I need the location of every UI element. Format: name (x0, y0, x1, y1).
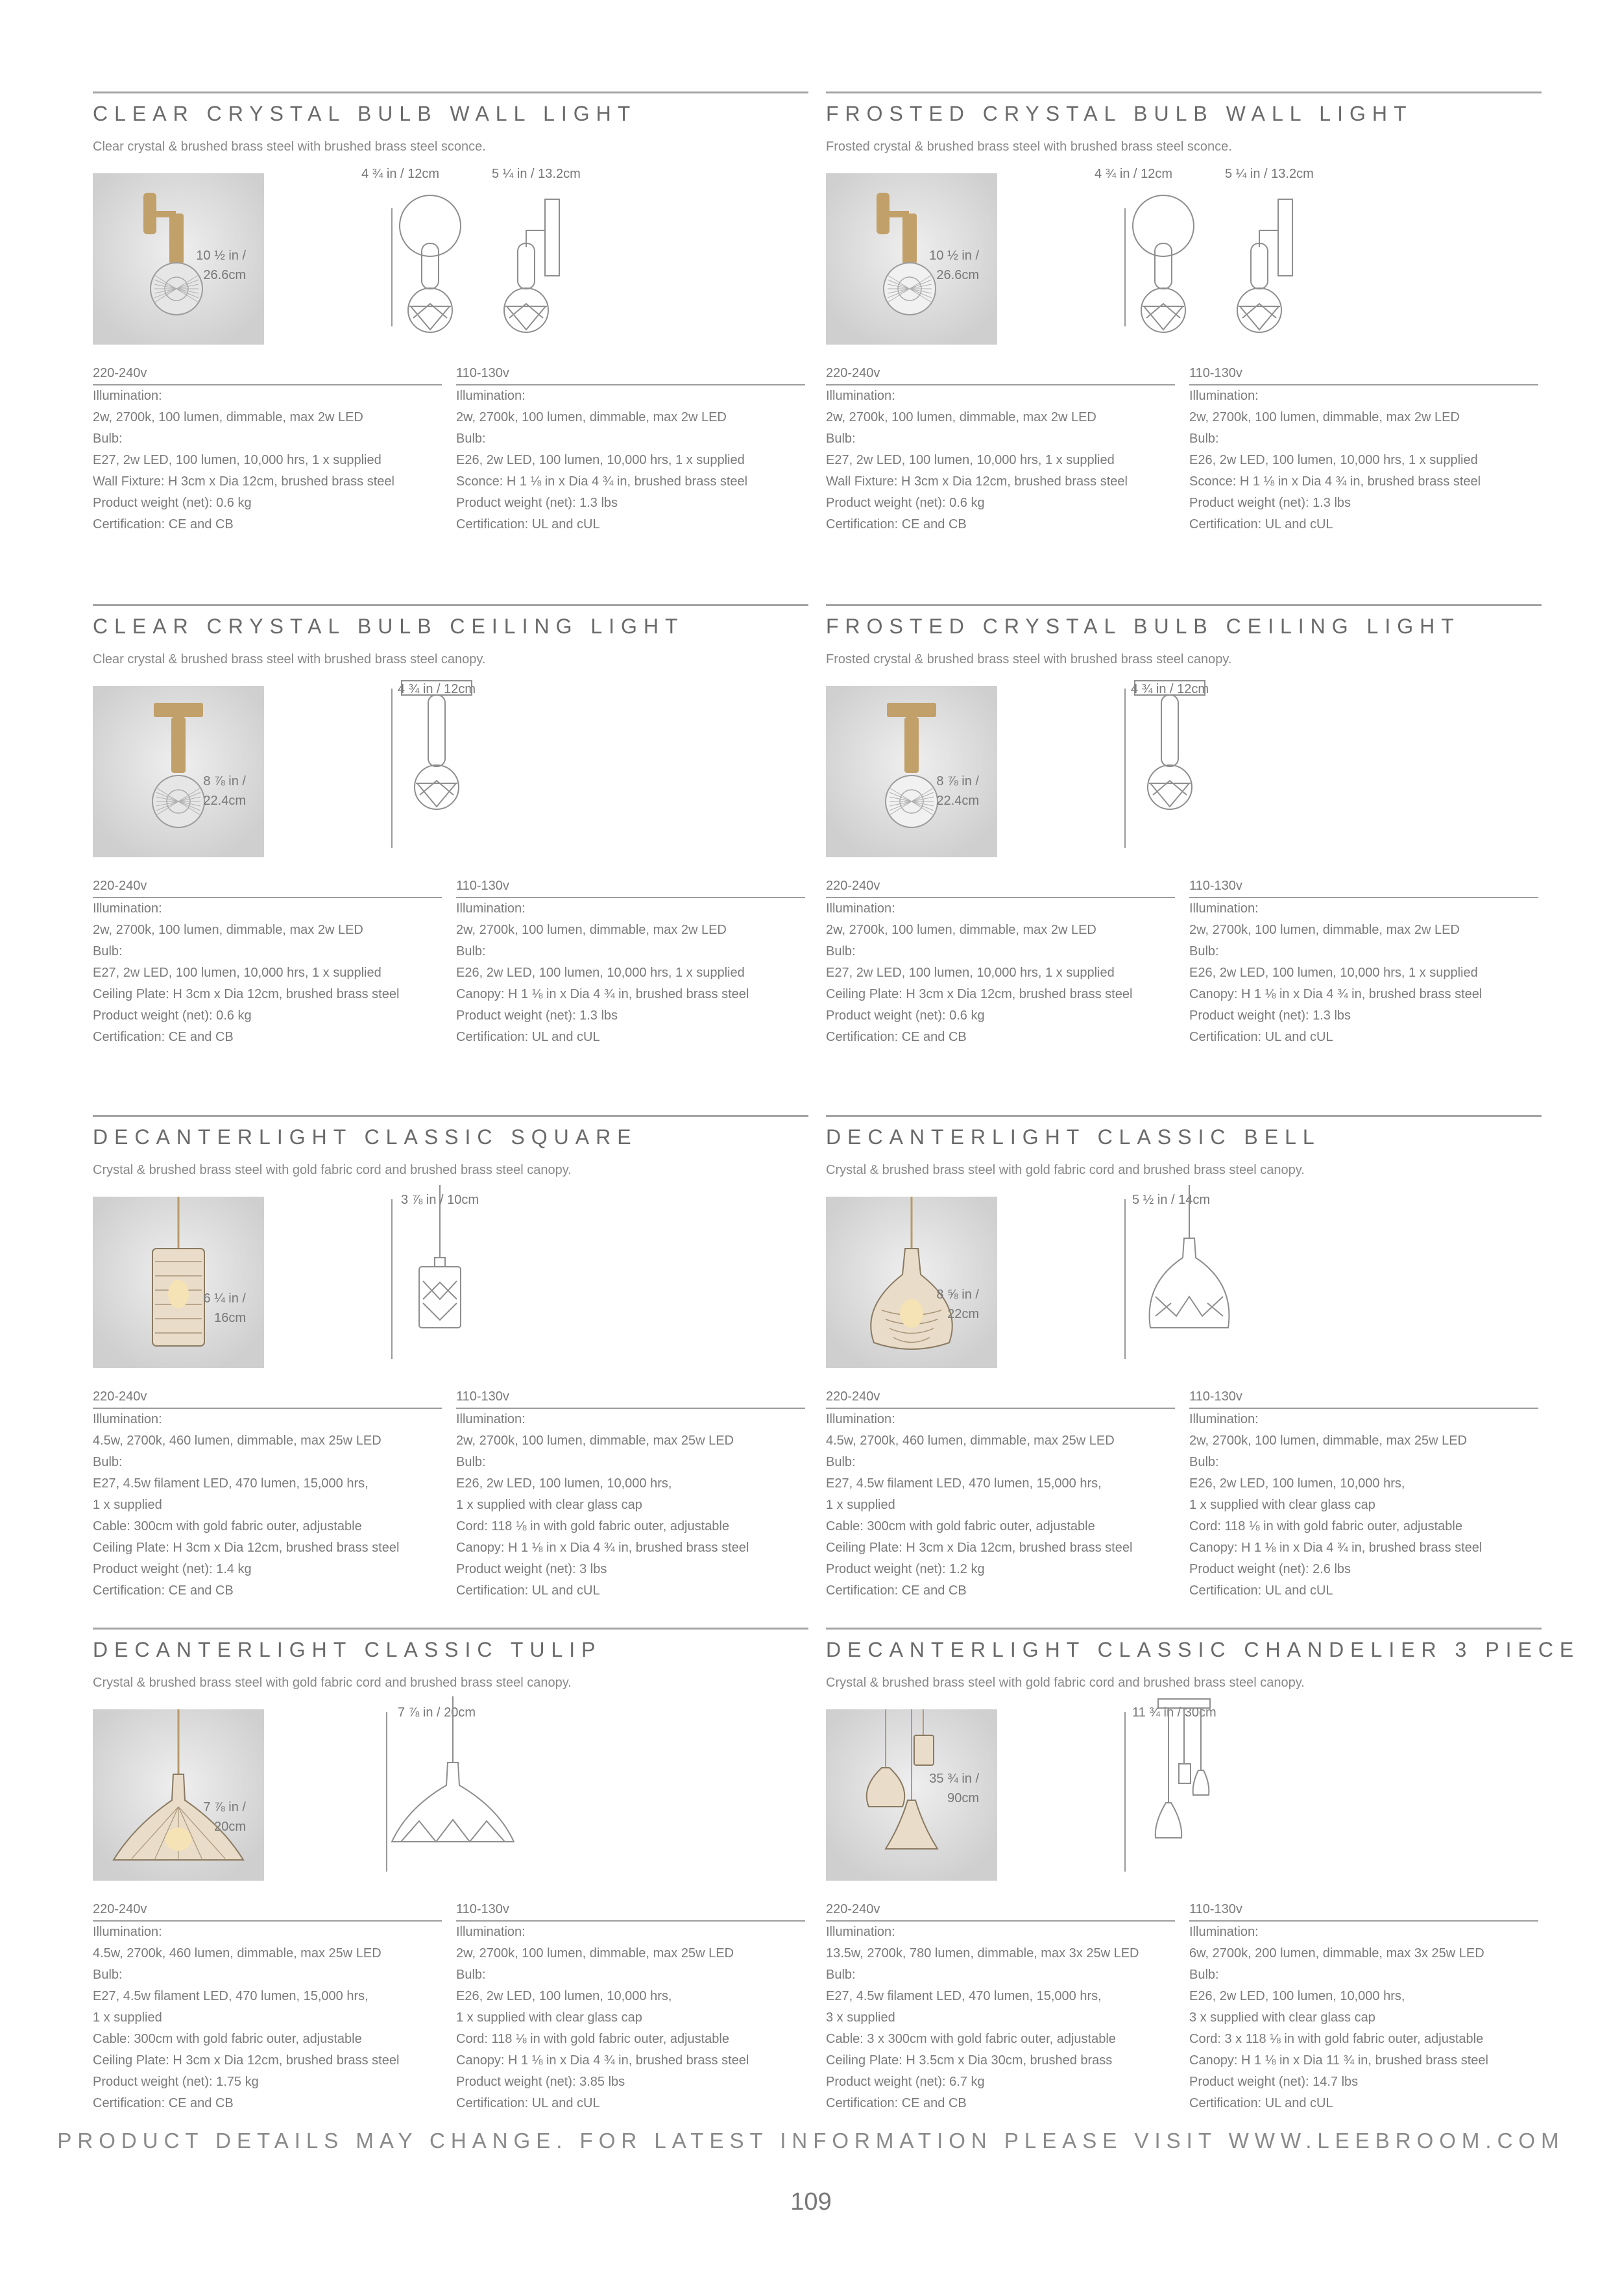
spec-line: Product weight (net): 1.75 kg (93, 2075, 259, 2089)
spec-line: Cord: 118 ⅛ in with gold fabric outer, adjustable (1189, 1519, 1462, 1533)
spec-line: Bulb: (456, 1455, 486, 1469)
height-imperial: 35 ¾ in / (929, 1772, 979, 1786)
voltage-heading: 110-130v (456, 875, 805, 898)
dimension-depth: 5 ¼ in / 13.2cm (1225, 167, 1314, 181)
spec-block-110-130v (456, 363, 805, 535)
technical-drawing (1143, 1673, 1227, 1851)
spec-line: Certification: CE and CB (826, 1030, 967, 1044)
spec-line: Canopy: H 1 ⅛ in x Dia 4 ¾ in, brushed brass steel (1189, 987, 1483, 1001)
voltage-heading: 220-240v (93, 875, 442, 898)
voltage-heading: 110-130v (1189, 1899, 1538, 1922)
spec-line: E26, 2w LED, 100 lumen, 10,000 hrs, (1189, 1989, 1405, 2003)
spec-line: Product weight (net): 6.7 kg (826, 2075, 985, 2089)
spec-block-220-240v (826, 875, 1175, 1048)
spec-line: Bulb: (1189, 1968, 1219, 1982)
product-description: Frosted crystal & brushed brass steel with brushed brass steel sconce. (826, 140, 1232, 154)
voltage-heading: 110-130v (1189, 875, 1538, 898)
spec-line: Sconce: H 1 ⅛ in x Dia 4 ¾ in, brushed brass steel (456, 474, 748, 489)
spec-line: 3 x supplied with clear glass cap (1189, 2010, 1375, 2025)
spec-line: Illumination: (826, 1925, 895, 1939)
product-photo (93, 1197, 264, 1368)
spec-line: 1 x supplied (826, 1498, 895, 1512)
section-rule (93, 1115, 808, 1117)
spec-line: Product weight (net): 0.6 kg (93, 496, 252, 510)
voltage-heading: 110-130v (456, 1386, 805, 1409)
spec-line: E26, 2w LED, 100 lumen, 10,000 hrs, 1 x supplied (1189, 453, 1478, 467)
spec-line: Product weight (net): 0.6 kg (93, 1008, 252, 1023)
spec-line: E26, 2w LED, 100 lumen, 10,000 hrs, 1 x supplied (1189, 966, 1478, 980)
spec-line: 13.5w, 2700k, 780 lumen, dimmable, max 3x 25w LED (826, 1946, 1139, 1960)
spec-line: E27, 4.5w filament LED, 470 lumen, 15,000 hrs, (93, 1989, 369, 2003)
dimension-width: 5 ½ in / 14cm (1132, 1193, 1211, 1207)
product-title: FROSTED CRYSTAL BULB WALL LIGHT (826, 102, 1413, 125)
spec-line: Bulb: (456, 432, 486, 446)
spec-line: Bulb: (93, 1968, 123, 1982)
spec-line: Sconce: H 1 ⅛ in x Dia 4 ¾ in, brushed brass steel (1189, 474, 1481, 489)
product-section (93, 1115, 808, 1608)
spec-line: Canopy: H 1 ⅛ in x Dia 4 ¾ in, brushed brass steel (456, 2053, 749, 2068)
product-description: Crystal & brushed brass steel with gold fabric cord and brushed brass steel canopy. (93, 1163, 572, 1177)
height-metric: 20cm (214, 1820, 246, 1834)
voltage-heading: 220-240v (826, 1386, 1175, 1409)
spec-block-110-130v (1189, 363, 1538, 535)
spec-line: Bulb: (826, 1455, 856, 1469)
section-rule (826, 1115, 1542, 1117)
height-imperial: 8 ⅝ in / (936, 1288, 979, 1302)
spec-line: Certification: UL and cUL (1189, 517, 1333, 531)
spec-line: Canopy: H 1 ⅛ in x Dia 4 ¾ in, brushed brass steel (456, 987, 749, 1001)
height-guide-line (1124, 1712, 1126, 1872)
spec-line: Bulb: (826, 944, 856, 959)
height-metric: 22.4cm (936, 794, 979, 808)
voltage-heading: 110-130v (1189, 363, 1538, 385)
spec-line: Product weight (net): 0.6 kg (826, 496, 985, 510)
spec-line: Illumination: (1189, 1925, 1259, 1939)
spec-line: Ceiling Plate: H 3cm x Dia 12cm, brushed brass steel (826, 987, 1133, 1001)
spec-line: 1 x supplied with clear glass cap (456, 1498, 642, 1512)
height-imperial: 7 ⅞ in / (203, 1800, 246, 1814)
spec-line: 2w, 2700k, 100 lumen, dimmable, max 2w LED (93, 410, 363, 424)
spec-line: E27, 4.5w filament LED, 470 lumen, 15,000 hrs, (826, 1476, 1102, 1491)
spec-line: Bulb: (456, 1968, 486, 1982)
spec-block-110-130v (456, 1899, 805, 2114)
spec-line: 4.5w, 2700k, 460 lumen, dimmable, max 25w LED (93, 1434, 381, 1448)
spec-line: Product weight (net): 1.4 kg (93, 1562, 252, 1576)
dimension-width: 4 ¾ in / 12cm (1131, 682, 1209, 696)
product-section (826, 92, 1542, 585)
height-guide-line (386, 1712, 387, 1872)
product-title: DECANTERLIGHT CLASSIC SQUARE (93, 1125, 638, 1149)
spec-line: 4.5w, 2700k, 460 lumen, dimmable, max 25w LED (93, 1946, 381, 1960)
spec-line: Ceiling Plate: H 3.5cm x Dia 30cm, brushed brass (826, 2053, 1113, 2068)
spec-line: Ceiling Plate: H 3cm x Dia 12cm, brushed brass steel (93, 1541, 400, 1555)
technical-drawing (391, 650, 482, 828)
spec-block-220-240v (826, 1899, 1175, 2114)
spec-line: Certification: UL and cUL (456, 2096, 600, 2110)
spec-line: E27, 4.5w filament LED, 470 lumen, 15,000 hrs, (93, 1476, 369, 1491)
spec-block-220-240v (93, 1899, 442, 2114)
spec-line: E27, 2w LED, 100 lumen, 10,000 hrs, 1 x supplied (826, 453, 1115, 467)
spec-block-220-240v (826, 363, 1175, 535)
dimension-width: 4 ¾ in / 12cm (361, 167, 440, 181)
spec-line: E27, 4.5w filament LED, 470 lumen, 15,000 hrs, (826, 1989, 1102, 2003)
product-title: DECANTERLIGHT CLASSIC BELL (826, 1125, 1321, 1149)
spec-line: Product weight (net): 3 lbs (456, 1562, 607, 1576)
spec-line: Certification: CE and CB (93, 517, 234, 531)
height-imperial: 8 ⅞ in / (203, 774, 246, 788)
dimension-width: 11 ¾ in / 30cm (1132, 1705, 1216, 1720)
dimension-width: 7 ⅞ in / 20cm (398, 1705, 476, 1720)
spec-line: Cable: 3 x 300cm with gold fabric outer, adjustable (826, 2032, 1116, 2046)
height-guide-line (391, 1199, 393, 1359)
spec-line: Certification: UL and cUL (456, 1583, 600, 1598)
product-section (93, 1628, 808, 2121)
spec-block-110-130v (1189, 1386, 1538, 1602)
voltage-heading: 220-240v (826, 363, 1175, 385)
height-imperial: 8 ⅞ in / (936, 774, 979, 788)
dimension-depth: 5 ¼ in / 13.2cm (492, 167, 581, 181)
dimension-height (203, 1798, 246, 1837)
page-number: 109 (790, 2188, 832, 2216)
voltage-heading: 220-240v (93, 1386, 442, 1409)
product-description: Frosted crystal & brushed brass steel with brushed brass steel canopy. (826, 652, 1232, 666)
technical-drawing (388, 1672, 518, 1850)
spec-line: 2w, 2700k, 100 lumen, dimmable, max 2w LED (826, 410, 1096, 424)
section-rule (826, 604, 1542, 606)
spec-line: 2w, 2700k, 100 lumen, dimmable, max 2w LED (456, 410, 727, 424)
spec-line: 2w, 2700k, 100 lumen, dimmable, max 2w LED (826, 923, 1096, 937)
spec-line: Product weight (net): 1.2 kg (826, 1562, 985, 1576)
height-imperial: 6 ¼ in / (203, 1291, 246, 1306)
spec-line: 1 x supplied with clear glass cap (1189, 1498, 1375, 1512)
spec-line: Bulb: (826, 1968, 856, 1982)
spec-line: 2w, 2700k, 100 lumen, dimmable, max 25w LED (456, 1434, 734, 1448)
spec-line: Ceiling Plate: H 3cm x Dia 12cm, brushed brass steel (93, 2053, 400, 2068)
spec-line: Illumination: (826, 1412, 895, 1426)
spec-line: E26, 2w LED, 100 lumen, 10,000 hrs, (456, 1476, 672, 1491)
spec-line: 2w, 2700k, 100 lumen, dimmable, max 2w LED (1189, 923, 1460, 937)
voltage-heading: 110-130v (456, 1899, 805, 1922)
dimension-height (196, 246, 246, 285)
height-guide-line (1124, 1199, 1126, 1359)
spec-line: E27, 2w LED, 100 lumen, 10,000 hrs, 1 x supplied (93, 453, 381, 467)
spec-line: Product weight (net): 1.3 lbs (1189, 496, 1351, 510)
spec-line: Bulb: (1189, 944, 1219, 959)
spec-line: Certification: CE and CB (826, 1583, 967, 1598)
dimension-height (929, 1769, 979, 1808)
spec-line: 1 x supplied (93, 1498, 162, 1512)
voltage-heading: 220-240v (93, 363, 442, 385)
product-section (93, 604, 808, 1097)
spec-line: E27, 2w LED, 100 lumen, 10,000 hrs, 1 x supplied (826, 966, 1115, 980)
spec-line: E26, 2w LED, 100 lumen, 10,000 hrs, (456, 1989, 672, 2003)
section-rule (93, 92, 808, 93)
spec-line: Bulb: (93, 432, 123, 446)
spec-line: Certification: UL and cUL (1189, 1030, 1333, 1044)
spec-line: Canopy: H 1 ⅛ in x Dia 4 ¾ in, brushed brass steel (456, 1541, 749, 1555)
technical-drawing (1124, 171, 1338, 349)
section-rule (826, 92, 1542, 93)
spec-line: Canopy: H 1 ⅛ in x Dia 11 ¾ in, brushed brass steel (1189, 2053, 1488, 2068)
spec-line: 2w, 2700k, 100 lumen, dimmable, max 2w LED (456, 923, 727, 937)
spec-line: Illumination: (93, 389, 162, 403)
spec-block-110-130v (1189, 1899, 1538, 2114)
spec-line: 1 x supplied (93, 2010, 162, 2025)
product-description: Crystal & brushed brass steel with gold fabric cord and brushed brass steel canopy. (826, 1163, 1305, 1177)
spec-block-110-130v (456, 875, 805, 1048)
technical-drawing (391, 171, 605, 349)
spec-line: Certification: UL and cUL (456, 517, 600, 531)
spec-line: Ceiling Plate: H 3cm x Dia 12cm, brushed brass steel (93, 987, 400, 1001)
spec-line: Illumination: (456, 901, 526, 916)
spec-line: E26, 2w LED, 100 lumen, 10,000 hrs, 1 x supplied (456, 453, 745, 467)
product-title: DECANTERLIGHT CLASSIC CHANDELIER 3 PIECE (826, 1638, 1580, 1661)
voltage-heading: 220-240v (826, 1899, 1175, 1922)
product-section (826, 1628, 1580, 2121)
spec-line: Certification: CE and CB (93, 1583, 234, 1598)
spec-block-220-240v (93, 363, 442, 535)
product-description: Clear crystal & brushed brass steel with brushed brass steel canopy. (93, 652, 486, 666)
spec-line: 2w, 2700k, 100 lumen, dimmable, max 2w LED (1189, 410, 1460, 424)
spec-line: Illumination: (1189, 1412, 1259, 1426)
spec-line: Illumination: (1189, 901, 1259, 916)
spec-line: Product weight (net): 1.3 lbs (1189, 1008, 1351, 1023)
voltage-heading: 220-240v (93, 1899, 442, 1922)
spec-line: Cord: 3 x 118 ⅛ in with gold fabric outer, adjustable (1189, 2032, 1484, 2046)
voltage-heading: 110-130v (1189, 1386, 1538, 1409)
spec-line: Illumination: (826, 389, 895, 403)
product-title: DECANTERLIGHT CLASSIC TULIP (93, 1638, 602, 1661)
spec-line: Product weight (net): 14.7 lbs (1189, 2075, 1359, 2089)
voltage-heading: 110-130v (456, 363, 805, 385)
spec-line: Cord: 118 ⅛ in with gold fabric outer, adjustable (456, 2032, 729, 2046)
section-rule (826, 1628, 1542, 1630)
spec-line: Illumination: (93, 901, 162, 916)
height-metric: 16cm (214, 1311, 246, 1325)
spec-line: 1 x supplied with clear glass cap (456, 2010, 642, 2025)
spec-line: Bulb: (1189, 432, 1219, 446)
spec-line: Certification: CE and CB (93, 2096, 234, 2110)
spec-line: Cable: 300cm with gold fabric outer, adjustable (93, 1519, 362, 1533)
product-section (826, 604, 1542, 1097)
dimension-width: 4 ¾ in / 12cm (1095, 167, 1173, 181)
dimension-height (936, 1285, 979, 1324)
spec-line: Cord: 118 ⅛ in with gold fabric outer, adjustable (456, 1519, 729, 1533)
spec-line: Product weight (net): 1.3 lbs (456, 1008, 618, 1023)
spec-block-220-240v (93, 875, 442, 1048)
spec-line: Certification: CE and CB (826, 517, 967, 531)
section-rule (93, 604, 808, 606)
product-description: Crystal & brushed brass steel with gold fabric cord and brushed brass steel canopy. (826, 1676, 1305, 1690)
technical-drawing (1124, 650, 1215, 828)
spec-line: Wall Fixture: H 3cm x Dia 12cm, brushed brass steel (93, 474, 394, 489)
product-photo (93, 1709, 264, 1881)
spec-line: Cable: 300cm with gold fabric outer, adjustable (826, 1519, 1095, 1533)
dimension-height (936, 772, 979, 811)
spec-line: Bulb: (93, 944, 123, 959)
spec-line: Illumination: (93, 1925, 162, 1939)
dimension-height (203, 772, 246, 811)
footer-notice: PRODUCT DETAILS MAY CHANGE. FOR LATEST INFORMATION PLEASE VISIT WWW.LEEBROOM.COM (57, 2129, 1565, 2153)
spec-line: Bulb: (93, 1455, 123, 1469)
spec-line: Illumination: (456, 389, 526, 403)
spec-line: 2w, 2700k, 100 lumen, dimmable, max 2w LED (93, 923, 363, 937)
spec-line: Product weight (net): 1.3 lbs (456, 496, 618, 510)
spec-line: Product weight (net): 0.6 kg (826, 1008, 985, 1023)
spec-line: E26, 2w LED, 100 lumen, 10,000 hrs, 1 x supplied (456, 966, 745, 980)
spec-line: Illumination: (826, 901, 895, 916)
product-title: CLEAR CRYSTAL BULB WALL LIGHT (93, 102, 637, 125)
spec-line: Illumination: (93, 1412, 162, 1426)
dimension-height (929, 246, 979, 285)
product-description: Crystal & brushed brass steel with gold fabric cord and brushed brass steel canopy. (93, 1676, 572, 1690)
spec-line: 6w, 2700k, 200 lumen, dimmable, max 3x 25w LED (1189, 1946, 1484, 1960)
spec-line: 2w, 2700k, 100 lumen, dimmable, max 25w LED (1189, 1434, 1467, 1448)
spec-block-220-240v (93, 1386, 442, 1602)
height-imperial: 10 ½ in / (196, 249, 246, 263)
technical-drawing (394, 1160, 485, 1339)
spec-line: E26, 2w LED, 100 lumen, 10,000 hrs, (1189, 1476, 1405, 1491)
spec-line: Bulb: (1189, 1455, 1219, 1469)
spec-line: E27, 2w LED, 100 lumen, 10,000 hrs, 1 x supplied (93, 966, 381, 980)
height-metric: 26.6cm (203, 268, 246, 282)
product-section (826, 1115, 1542, 1608)
spec-line: 2w, 2700k, 100 lumen, dimmable, max 25w LED (456, 1946, 734, 1960)
spec-block-110-130v (456, 1386, 805, 1602)
product-photo (826, 1197, 997, 1368)
section-rule (93, 1628, 808, 1630)
spec-line: Bulb: (456, 944, 486, 959)
spec-line: 3 x supplied (826, 2010, 895, 2025)
spec-line: Illumination: (456, 1412, 526, 1426)
dimension-width: 4 ¾ in / 12cm (398, 682, 476, 696)
spec-line: Cable: 300cm with gold fabric outer, adjustable (93, 2032, 362, 2046)
spec-line: Certification: CE and CB (826, 2096, 967, 2110)
height-metric: 22.4cm (203, 794, 246, 808)
spec-line: Certification: UL and cUL (1189, 1583, 1333, 1598)
height-metric: 90cm (947, 1791, 979, 1805)
spec-block-110-130v (1189, 875, 1538, 1048)
height-metric: 22cm (947, 1307, 979, 1321)
spec-line: Certification: CE and CB (93, 1030, 234, 1044)
spec-line: Certification: UL and cUL (1189, 2096, 1333, 2110)
spec-line: Bulb: (826, 432, 856, 446)
height-metric: 26.6cm (936, 268, 979, 282)
product-description: Clear crystal & brushed brass steel with brushed brass steel sconce. (93, 140, 486, 154)
voltage-heading: 220-240v (826, 875, 1175, 898)
spec-block-220-240v (826, 1386, 1175, 1602)
spec-line: Product weight (net): 2.6 lbs (1189, 1562, 1351, 1576)
height-imperial: 10 ½ in / (929, 249, 979, 263)
spec-line: Illumination: (1189, 389, 1259, 403)
spec-line: Wall Fixture: H 3cm x Dia 12cm, brushed brass steel (826, 474, 1128, 489)
spec-line: 4.5w, 2700k, 460 lumen, dimmable, max 25w LED (826, 1434, 1115, 1448)
technical-drawing (1137, 1160, 1241, 1339)
product-section (93, 92, 808, 585)
spec-line: Illumination: (456, 1925, 526, 1939)
dimension-width: 3 ⅞ in / 10cm (401, 1193, 479, 1207)
spec-line: Canopy: H 1 ⅛ in x Dia 4 ¾ in, brushed brass steel (1189, 1541, 1483, 1555)
product-title: FROSTED CRYSTAL BULB CEILING LIGHT (826, 615, 1460, 638)
spec-line: Product weight (net): 3.85 lbs (456, 2075, 625, 2089)
spec-line: Certification: UL and cUL (456, 1030, 600, 1044)
dimension-height (203, 1289, 246, 1328)
spec-line: Ceiling Plate: H 3cm x Dia 12cm, brushed brass steel (826, 1541, 1133, 1555)
product-title: CLEAR CRYSTAL BULB CEILING LIGHT (93, 615, 684, 638)
